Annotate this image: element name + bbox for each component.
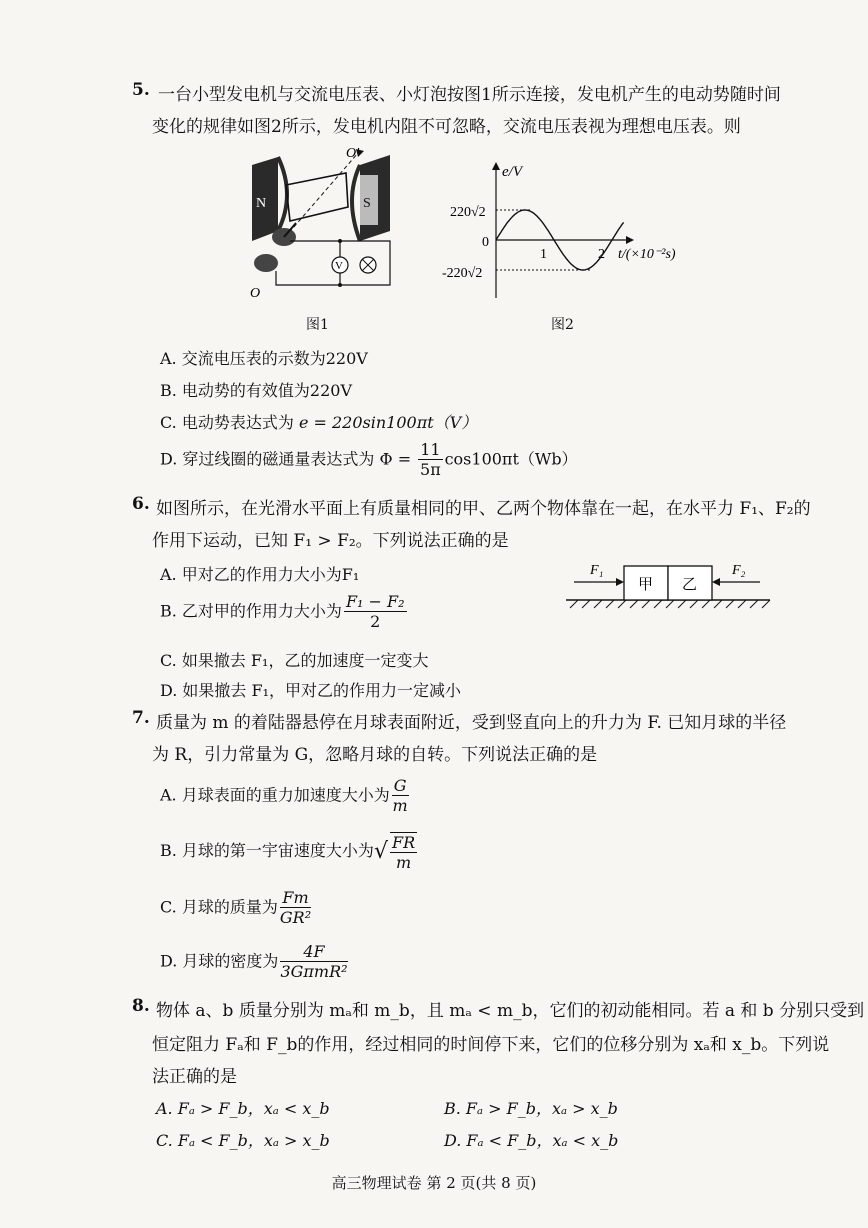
q6-option-c[interactable]: C. 如果撤去 F₁，乙的加速度一定变大 xyxy=(160,651,429,670)
meter-label: V xyxy=(335,260,343,272)
force-f1: F₁ xyxy=(590,563,604,578)
q5-option-c[interactable] xyxy=(160,410,477,433)
y-axis-label: e/V xyxy=(502,164,522,180)
q5-option-c-expr: e = 220sin100πt（V） xyxy=(298,413,478,432)
q5-figure2-et-graph xyxy=(440,160,690,300)
q6-option-a[interactable]: A. 甲对乙的作用力大小为F₁ xyxy=(160,565,360,584)
q8-stem-line1: 物体 a、b 质量分别为 mₐ和 m_b，且 mₐ < m_b，它们的初动能相同。若 a 和 b 分别只受到 xyxy=(156,1001,865,1021)
q7-option-d[interactable] xyxy=(160,944,350,980)
q7-a-denominator: m xyxy=(392,796,408,815)
q5-option-d-post: cos100πt（Wb） xyxy=(444,449,578,469)
q7-option-c[interactable] xyxy=(160,890,313,926)
q7-number: 7. xyxy=(132,708,150,728)
q8-option-d[interactable]: D. Fₐ < F_b，xₐ < x_b xyxy=(444,1131,619,1150)
page-footer: 高三物理试卷 第 2 页(共 8 页) xyxy=(331,1174,537,1192)
q7-c-denominator: GR² xyxy=(279,908,312,927)
q7-d-numerator: 4F xyxy=(280,944,347,962)
q6-stem-line1: 如图所示，在光滑水平面上有质量相同的甲、乙两个物体靠在一起，在水平力 F₁、F₂的 xyxy=(156,499,811,519)
q7-b-denominator: m xyxy=(395,853,412,872)
q6-figure-blocks xyxy=(560,556,780,612)
q5-fig2-caption: 图2 xyxy=(551,317,574,333)
x-tick-1: 1 xyxy=(540,247,547,262)
q5-option-c-text: C. 电动势表达式为 xyxy=(160,413,299,432)
q6-option-d[interactable]: D. 如果撤去 F₁，甲对乙的作用力一定减小 xyxy=(160,681,462,700)
q5-figure1-generator xyxy=(240,145,420,305)
q8-number: 8. xyxy=(132,996,150,1016)
q7-option-d-text: D. 月球的密度为 xyxy=(160,951,279,971)
label-o-top: O′ xyxy=(346,146,360,161)
q5-option-d-text: D. 穿过线圈的磁通量表达式为 Φ = xyxy=(160,449,417,469)
y-top-label: 220√2 xyxy=(450,205,486,220)
q5-option-d[interactable] xyxy=(160,442,578,478)
q5-option-a[interactable]: A. 交流电压表的示数为220V xyxy=(160,349,368,368)
label-o-bottom: O xyxy=(250,286,261,301)
q5-option-b[interactable]: B. 电动势的有效值为220V xyxy=(160,381,353,400)
q6-option-b-text: B. 乙对甲的作用力大小为 xyxy=(160,601,342,621)
force-f2: F₂ xyxy=(732,563,746,578)
q8-option-c[interactable]: C. Fₐ < F_b，xₐ > x_b xyxy=(156,1131,330,1150)
q5-d-numerator: 11 xyxy=(420,440,441,459)
q5-d-denominator: 5π xyxy=(420,460,441,479)
q7-option-a-text: A. 月球表面的重力加速度大小为 xyxy=(160,785,390,805)
q5-stem-line2: 变化的规律如图2所示，发电机内阻不可忽略，交流电压表视为理想电压表。则 xyxy=(152,117,741,137)
label-s: S xyxy=(363,196,371,211)
y-bottom-label: -220√2 xyxy=(442,266,483,281)
q7-option-b-text: B. 月球的第一宇宙速度大小为 xyxy=(160,841,374,860)
origin-label: 0 xyxy=(482,235,489,250)
label-n: N xyxy=(256,196,267,211)
q5-stem-line1: 一台小型发电机与交流电压表、小灯泡按图1所示连接，发电机产生的电动势随时间 xyxy=(158,85,781,105)
q7-option-c-text: C. 月球的质量为 xyxy=(160,897,278,917)
x-tick-2: 2 xyxy=(598,247,605,262)
q7-a-numerator: G xyxy=(393,776,407,795)
q6-option-b[interactable] xyxy=(160,594,409,630)
q5-number: 5. xyxy=(132,80,150,100)
block-yi: 乙 xyxy=(682,577,698,593)
q7-option-a[interactable] xyxy=(160,778,411,814)
q8-stem-line3: 法正确的是 xyxy=(152,1067,237,1087)
q7-c-numerator: Fm xyxy=(280,890,311,908)
x-axis-label: t/(×10⁻²s) xyxy=(618,247,676,262)
q7-b-numerator: FR xyxy=(391,833,416,852)
block-jia: 甲 xyxy=(638,577,654,593)
q6-number: 6. xyxy=(132,494,150,514)
q6-stem-line2: 作用下运动，已知 F₁ > F₂。下列说法正确的是 xyxy=(152,531,509,551)
q5-fig1-caption: 图1 xyxy=(306,317,329,333)
q7-stem-line2: 为 R，引力常量为 G，忽略月球的自转。下列说法正确的是 xyxy=(152,745,598,765)
q6-b-numerator: F₁ − F₂ xyxy=(345,592,405,611)
q7-stem-line1: 质量为 m 的着陆器悬停在月球表面附近，受到竖直向上的升力为 F. 已知月球的半径 xyxy=(156,713,787,733)
q6-b-denominator: 2 xyxy=(370,612,381,631)
q7-d-denominator: 3GπmR² xyxy=(280,962,348,981)
q7-option-b[interactable]: B. 月球的第一宇宙速度大小为√ $\frac{FR}{m}$ xyxy=(160,833,416,872)
q8-stem-line2: 恒定阻力 Fₐ和 F_b的作用，经过相同的时间停下来，它们的位移分别为 xₐ和 x_b。下列说 xyxy=(152,1035,830,1055)
q8-option-a[interactable]: A. Fₐ > F_b，xₐ < x_b xyxy=(156,1099,330,1118)
q8-option-b[interactable]: B. Fₐ > F_b，xₐ > x_b xyxy=(444,1099,618,1118)
